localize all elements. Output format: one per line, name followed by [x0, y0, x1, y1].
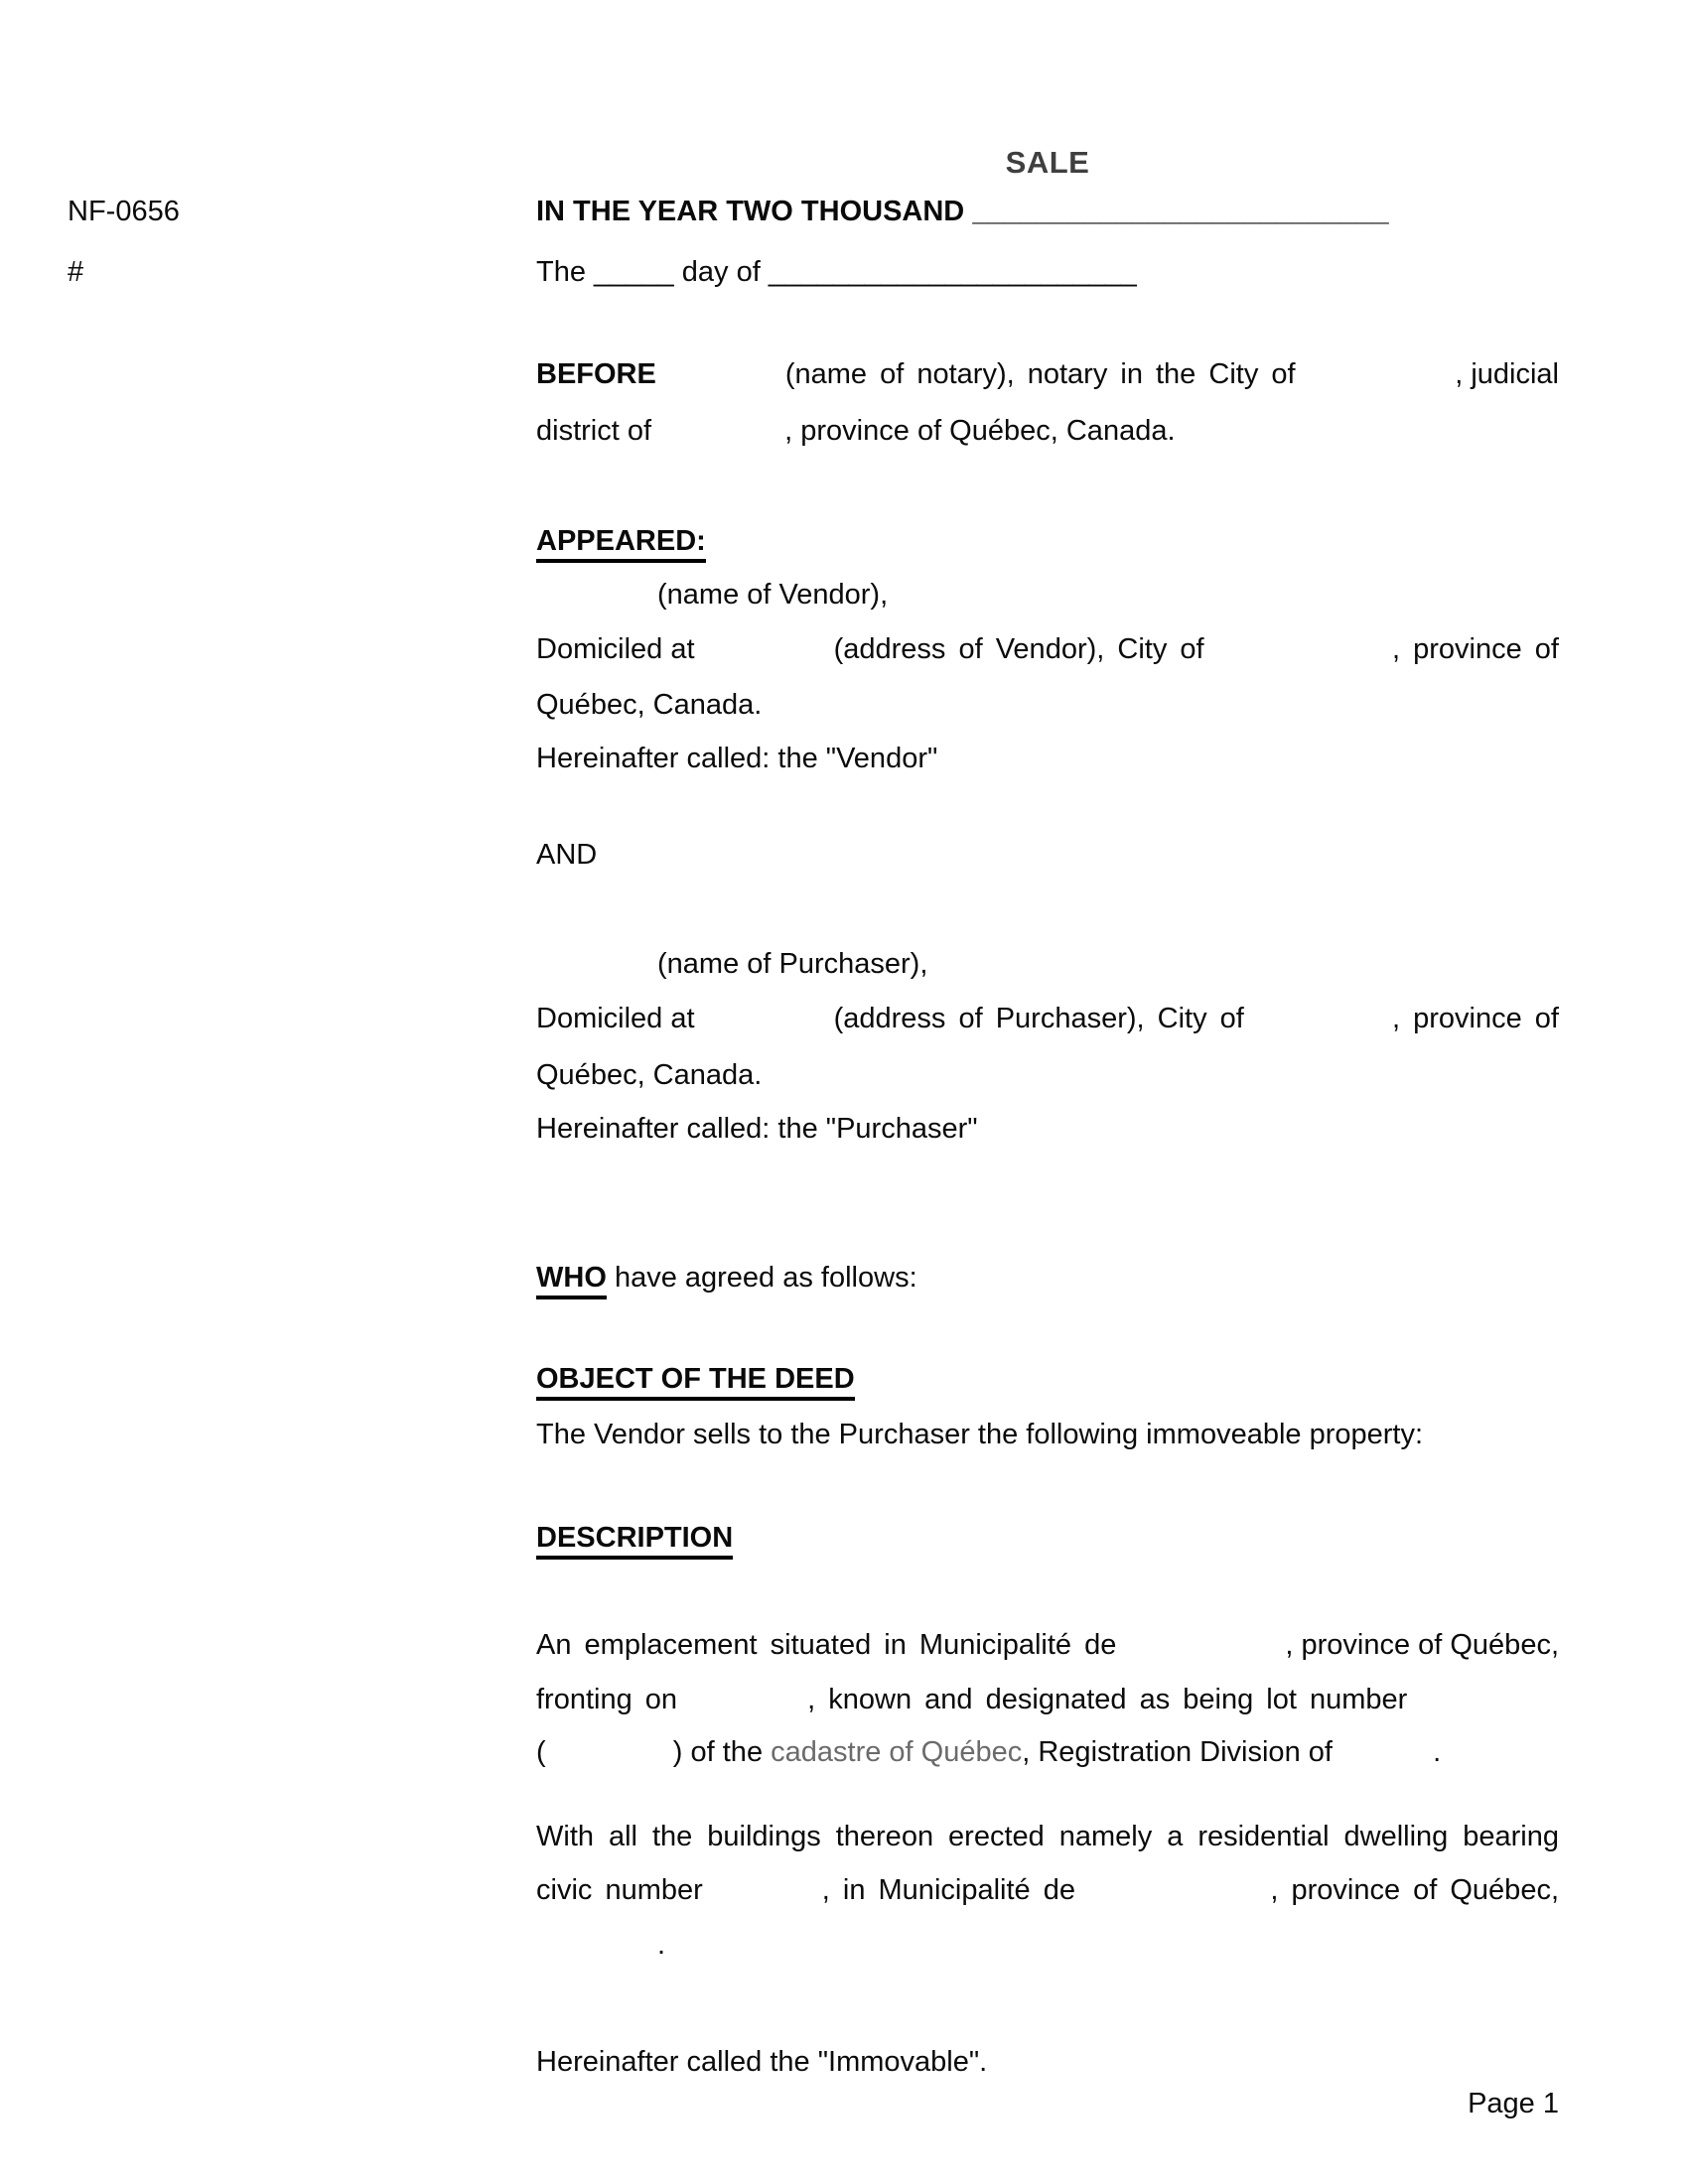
- day-blank-field[interactable]: _____: [594, 256, 674, 288]
- day-line: [536, 256, 1559, 289]
- registration-division-text: , Registration Division of: [1022, 1736, 1333, 1768]
- appeared-heading: APPEARED:: [536, 525, 706, 563]
- year-line: [536, 196, 1559, 228]
- purchaser-name-line: (name of Purchaser),: [657, 948, 928, 980]
- purchaser-province-line: Québec, Canada.: [536, 1059, 763, 1091]
- before-line-1-text: (name of notary), notary in the City of: [784, 358, 1296, 390]
- buildings-line-2: [536, 1874, 1559, 1907]
- description-line-1-end: , province of Québec,: [1285, 1629, 1559, 1661]
- before-line-2-end: , province of Québec, Canada.: [784, 415, 1176, 447]
- buildings-line-2-end: , province of Québec,: [1270, 1874, 1559, 1906]
- description-line-3-period: .: [1433, 1736, 1442, 1768]
- before-line-1-end: , judicial: [1455, 358, 1559, 390]
- appeared-section: [536, 525, 1559, 558]
- vendor-domicile-end: , province of: [1392, 633, 1559, 665]
- vendor-hereinafter-line: Hereinafter called: the "Vendor": [536, 743, 938, 774]
- form-number: NF-0656: [68, 196, 180, 227]
- day-line-pre: The: [536, 256, 586, 288]
- district-label: district of: [536, 415, 652, 447]
- purchaser-domicile-end: , province of: [1392, 1003, 1559, 1034]
- open-paren: (: [536, 1736, 546, 1768]
- before-label: BEFORE: [536, 358, 656, 390]
- immovable-closing-line: Hereinafter called the "Immovable".: [536, 2046, 988, 2078]
- month-blank-field[interactable]: _______________________: [768, 256, 1137, 288]
- hash-mark: #: [68, 256, 84, 288]
- buildings-line-3-period: .: [657, 1929, 666, 1961]
- page-number: Page 1: [1468, 2088, 1559, 2119]
- description-line-2: [536, 1684, 1559, 1716]
- document-title: SALE: [1005, 145, 1090, 180]
- vendor-domicile-text: (address of Vendor), City of: [833, 633, 1204, 665]
- object-of-deed-body: The Vendor sells to the Purchaser the following immoveable property:: [536, 1419, 1424, 1450]
- and-conjunction: AND: [536, 839, 598, 871]
- day-line-mid: day of: [681, 256, 761, 288]
- year-blank-field[interactable]: __________________________: [972, 196, 1389, 227]
- purchaser-domicile-line: [536, 1003, 1559, 1035]
- cadastre-pre-text: ) of the: [672, 1736, 764, 1768]
- description-heading: DESCRIPTION: [536, 1522, 733, 1560]
- vendor-domicile-line: [536, 633, 1559, 666]
- vendor-name-line: (name of Vendor),: [657, 579, 889, 611]
- description-line-3: [536, 1736, 1559, 1769]
- year-line-label: IN THE YEAR TWO THOUSAND: [536, 196, 965, 227]
- object-of-deed-section: [536, 1363, 1559, 1396]
- vendor-domiciled-label: Domiciled at: [536, 633, 695, 665]
- object-of-deed-heading: OBJECT OF THE DEED: [536, 1363, 855, 1401]
- who-label: WHO: [536, 1262, 607, 1299]
- agreement-text: have agreed as follows:: [614, 1262, 917, 1294]
- vendor-province-line: Québec, Canada.: [536, 689, 763, 721]
- purchaser-domiciled-label: Domiciled at: [536, 1003, 695, 1034]
- before-line-2: [536, 415, 1559, 448]
- civic-municipality-text: , in Municipalité de: [821, 1874, 1075, 1906]
- before-line-1: [536, 358, 1559, 391]
- fronting-label: fronting on: [536, 1684, 678, 1715]
- emplacement-text: An emplacement situated in Municipalité de: [536, 1629, 1117, 1661]
- purchaser-domicile-text: (address of Purchaser), City of: [833, 1003, 1244, 1034]
- description-line-1: [536, 1629, 1559, 1662]
- purchaser-hereinafter-line: Hereinafter called: the "Purchaser": [536, 1113, 978, 1145]
- civic-number-label: civic number: [536, 1874, 703, 1906]
- description-section: [536, 1522, 1559, 1555]
- lot-number-text: , known and designated as being lot number: [807, 1684, 1408, 1715]
- buildings-line-1: With all the buildings thereon erected namely a residential dwelling bearing: [536, 1821, 1559, 1852]
- agreement-line: [536, 1262, 1559, 1295]
- cadastre-muted-text: cadastre of Québec: [771, 1736, 1023, 1768]
